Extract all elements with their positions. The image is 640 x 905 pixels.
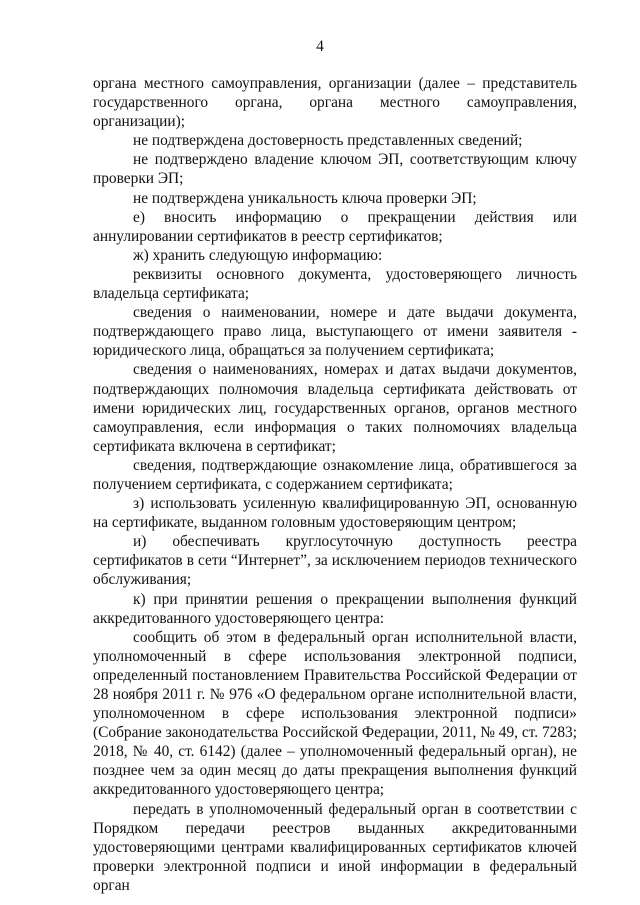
paragraph-transfer-registry: передать в уполномоченный федеральный орган в соответствии с Порядком передачи реестров выданных аккредитованными удостоверяющими центрами квалифицированных сертификатов ключей проверки электронной подписи и иной информации в федеральный орган (93, 800, 577, 894)
paragraph-right-document-info: сведения о наименовании, номере и дате выдачи документа, подтверждающего право лица, выступающего от имени заявителя - юридического лица, обращаться за получением сертификата; (93, 304, 577, 360)
paragraph-document-details: реквизиты основного документа, удостоверяющего личность владельца сертификата; (93, 265, 577, 303)
paragraph-acquaintance-info: сведения, подтверждающие ознакомление лица, обратившегося за получением сертификата, с содержанием сертификата; (93, 456, 577, 493)
paragraph-item-i: и) обеспечивать круглосуточную доступность реестра сертификатов в сети “Интернет”, за исключением периодов технического обслуживания; (93, 533, 577, 589)
paragraph-notify-authority: сообщить об этом в федеральный орган исполнительной власти, уполномоченный в сфере использования электронной подписи, определенный постановлением Правительства Российской Федерации от 28 ноября 2011 г. № 976 «О федеральном органе исполнительной власти, уполномоченном в сфере использования электронной подписи» (Собрание законодательства Российской Федерации, 2011, № 49, ст. 7283; 2018, № 40, ст. 6142) (далее – уполномоченный федеральный орган), не позднее чем за один месяц до даты прекращения выполнения функций аккредитованного удостоверяющего центра; (93, 628, 577, 799)
paragraph-item-k: к) при принятии решения о прекращении выполнения функций аккредитованного удостоверяющего центра: (93, 590, 577, 627)
paragraph-not-confirmed-reliability: не подтверждена достоверность представленных сведений; (133, 132, 523, 150)
paragraph-continuation: органа местного самоуправления, организации (далее – представитель государственного органа, органа местного самоуправления, организации); (93, 75, 577, 131)
document-body (93, 74, 577, 895)
paragraph-item-zh: ж) хранить следующую информацию: (133, 246, 383, 264)
paragraph-item-z: з) использовать усиленную квалифицированную ЭП, основанную на сертификате, выданном головным удостоверяющим центром; (93, 495, 577, 532)
paragraph-not-confirmed-key-ownership: не подтверждено владение ключом ЭП, соответствующим ключу проверки ЭП; (93, 151, 577, 188)
paragraph-authority-documents-info: сведения о наименованиях, номерах и датах выдачи документов, подтверждающих полномочия владельца сертификата действовать от имени юридических лиц, государственных органов, органов местного самоуправления, если информация о таких полномочиях владельца сертификата включена в сертификат; (93, 361, 577, 455)
paragraph-item-e: е) вносить информацию о прекращении действия или аннулировании сертификатов в реестр сертификатов; (93, 208, 577, 245)
paragraph-not-confirmed-key-uniqueness: не подтверждена уникальность ключа проверки ЭП; (133, 189, 477, 207)
page-number: 4 (316, 38, 324, 55)
